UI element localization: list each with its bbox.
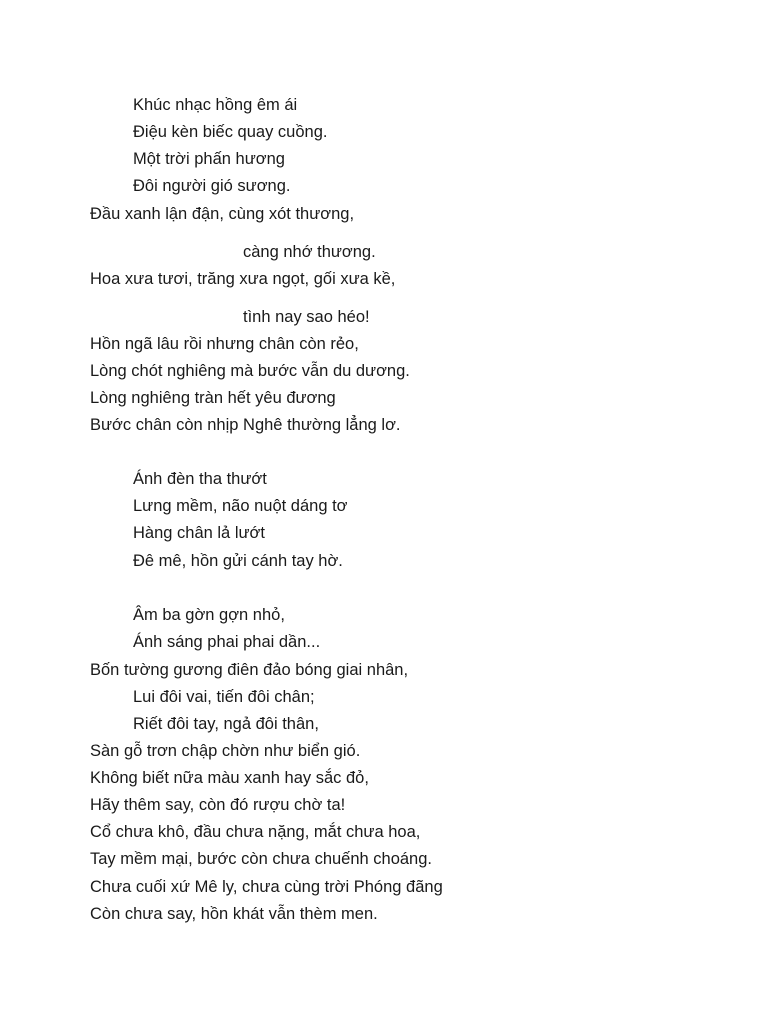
poem-line: Riết đôi tay, ngả đôi thân, bbox=[133, 715, 319, 733]
poem-line: Bước chân còn nhịp Nghê thường lẳng lơ. bbox=[90, 416, 401, 434]
poem-line: Cổ chưa khô, đầu chưa nặng, mắt chưa hoa, bbox=[90, 823, 421, 841]
poem-line: Lòng nghiêng tràn hết yêu đương bbox=[90, 389, 336, 407]
poem-line: càng nhớ thương. bbox=[243, 243, 376, 261]
poem-line: Bốn tường gương điên đảo bóng giai nhân, bbox=[90, 661, 409, 679]
poem-line: Hàng chân lả lướt bbox=[133, 524, 265, 542]
poem-line: Khúc nhạc hồng êm ái bbox=[133, 96, 298, 114]
poem-line: Hồn ngã lâu rồi nhưng chân còn rẻo, bbox=[90, 335, 359, 353]
poem-line: Hoa xưa tươi, trăng xưa ngọt, gối xưa kề, bbox=[90, 270, 396, 288]
poem-line: tình nay sao héo! bbox=[243, 308, 370, 326]
poem-line: Hãy thêm say, còn đó rượu chờ ta! bbox=[90, 796, 346, 814]
poem-line: Một trời phấn hương bbox=[133, 150, 285, 168]
poem-line: Đầu xanh lận đận, cùng xót thương, bbox=[90, 205, 355, 223]
poem-line: Chưa cuối xứ Mê ly, chưa cùng trời Phóng đãng bbox=[90, 878, 443, 896]
poem-line: Lui đôi vai, tiến đôi chân; bbox=[133, 688, 315, 706]
poem-line: Đê mê, hồn gửi cánh tay hờ. bbox=[133, 552, 343, 570]
poem-line: Tay mềm mại, bước còn chưa chuếnh choáng. bbox=[90, 850, 432, 868]
poem-line: Không biết nữa màu xanh hay sắc đỏ, bbox=[90, 769, 369, 787]
poem-line: Lưng mềm, não nuột dáng tơ bbox=[133, 497, 348, 515]
poem-line: Điệu kèn biếc quay cuồng. bbox=[133, 123, 328, 141]
poem-line: Ánh sáng phai phai dần... bbox=[133, 633, 321, 651]
poem-line: Ánh đèn tha thướt bbox=[133, 470, 267, 488]
poem-line: Lòng chót nghiêng mà bước vẫn du dương. bbox=[90, 362, 410, 380]
poem-line: Sàn gỗ trơn chập chờn như biển gió. bbox=[90, 742, 361, 760]
poem-line: Âm ba gờn gợn nhỏ, bbox=[133, 606, 285, 624]
poem-line: Đôi người gió sương. bbox=[133, 177, 291, 195]
poem-line: Còn chưa say, hồn khát vẫn thèm men. bbox=[90, 905, 378, 923]
